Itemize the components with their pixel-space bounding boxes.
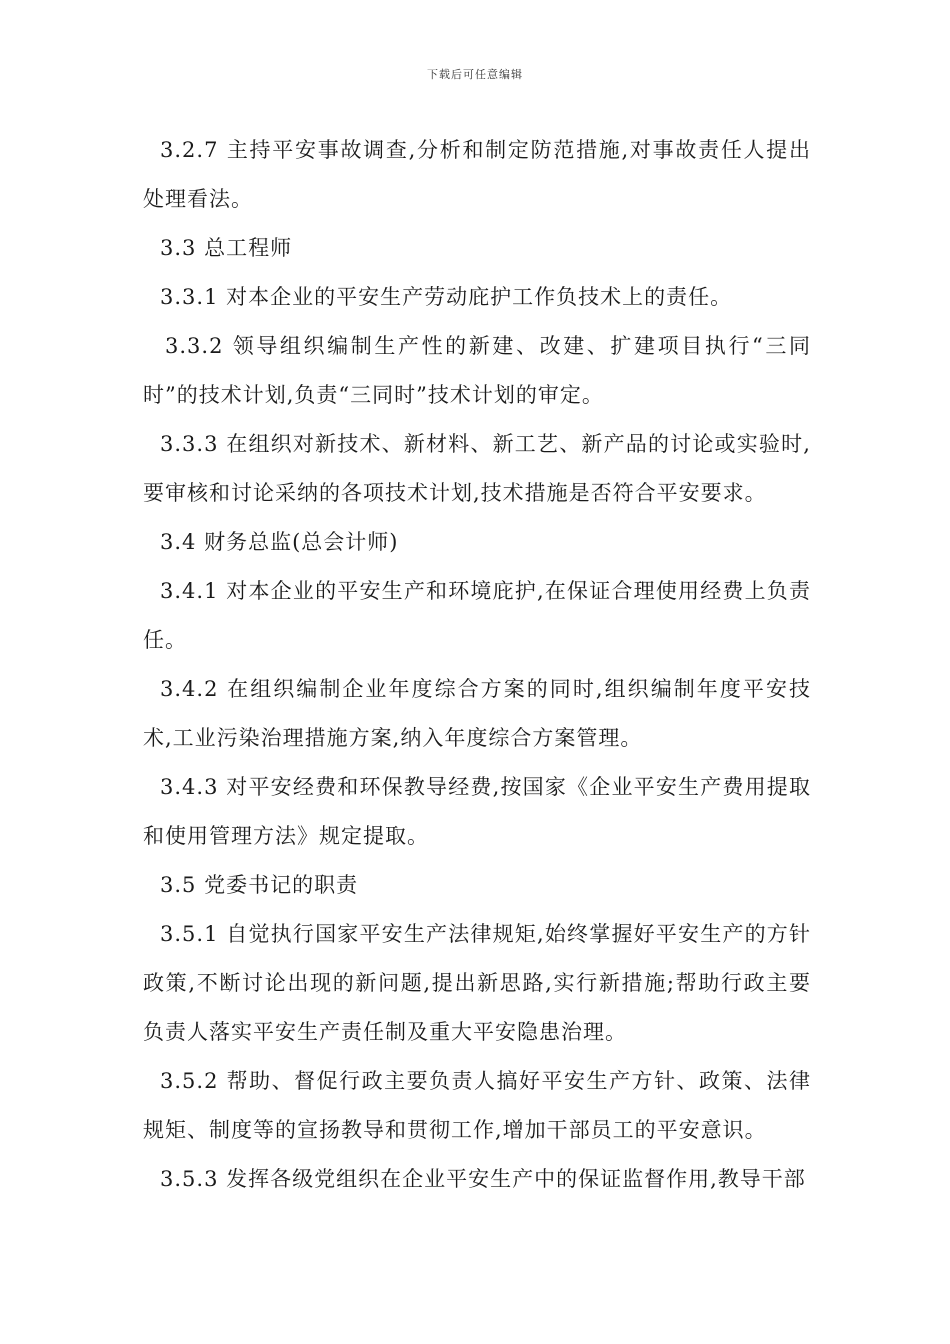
paragraph-3-3-2: 3.3.2 领导组织编制生产性的新建、改建、扩建项目执行“三同时”的技术计划,负责“三同时”技术计划的审定。 [143,334,811,407]
paragraph-3-4-2: 3.4.2 在组织编制企业年度综合方案的同时,组织编制年度平安技术,工业污染治理措施方案,纳入年度综合方案管理。 [143,677,811,750]
paragraph-3-4-1: 3.4.1 对本企业的平安生产和环境庇护,在保证合理使用经费上负责任。 [143,579,811,652]
page-header: 下载后可任意编辑 [427,68,523,81]
document-body [143,126,811,1204]
paragraph-3-4-3: 3.4.3 对平安经费和环保教导经费,按国家《企业平安生产费用提取和使用管理方法》规定提取。 [143,775,811,848]
paragraph-3-5-1: 3.5.1 自觉执行国家平安生产法律规矩,始终掌握好平安生产的方针政策,不断讨论出现的新问题,提出新思路,实行新措施;帮助行政主要负责人落实平安生产责任制及重大平安隐患治理。 [143,922,811,1044]
heading-3-5: 3.5 党委书记的职责 [160,873,359,897]
paragraph-3-2-7: 3.2.7 主持平安事故调查,分析和制定防范措施,对事故责任人提出处理看法。 [143,138,811,211]
paragraph-3-5-2: 3.5.2 帮助、督促行政主要负责人搞好平安生产方针、政策、法律规矩、制度等的宣扬教导和贯彻工作,增加干部员工的平安意识。 [143,1069,811,1142]
paragraph-3-3-1: 3.3.1 对本企业的平安生产劳动庇护工作负技术上的责任。 [160,285,733,309]
paragraph-3-3-3: 3.3.3 在组织对新技术、新材料、新工艺、新产品的讨论或实验时,要审核和讨论采纳的各项技术计划,技术措施是否符合平安要求。 [143,432,811,505]
paragraph-3-5-3: 3.5.3 发挥各级党组织在企业平安生产中的保证监督作用,教导干部 [160,1167,806,1191]
heading-3-3: 3.3 总工程师 [160,236,293,260]
heading-3-4: 3.4 财务总监(总会计师) [160,530,399,554]
